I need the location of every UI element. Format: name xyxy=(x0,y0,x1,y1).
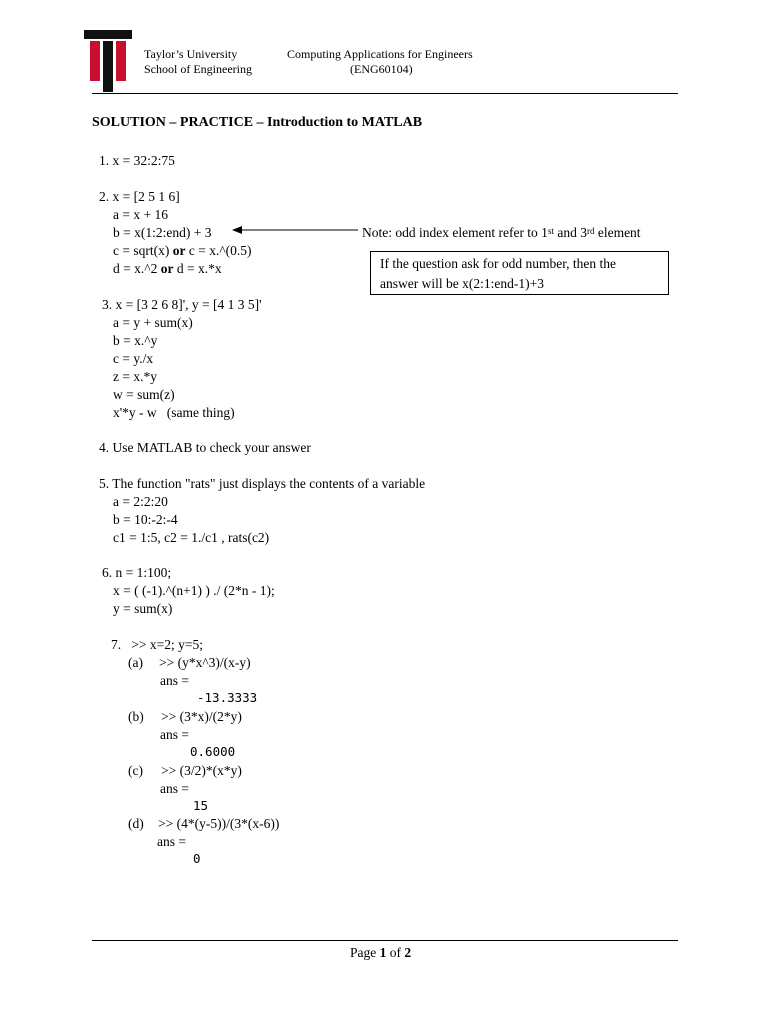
arrow-left-icon xyxy=(232,224,358,236)
q3-line-2: a = y + sum(x) xyxy=(113,315,193,330)
q3-line-5: z = x.*y xyxy=(113,369,157,384)
q2-line-4-c: c = x.^(0.5) xyxy=(188,243,252,258)
q6-line-3: y = sum(x) xyxy=(113,601,173,616)
q7b-value: 0.6000 xyxy=(190,744,236,759)
q2-line-3: b = x(1:2:end) + 3 xyxy=(113,225,212,240)
q7c-ans: ans = xyxy=(160,781,189,796)
q7a-value: -13.3333 xyxy=(197,690,258,705)
header-rule xyxy=(92,93,678,94)
q7d-value: 0 xyxy=(193,851,201,866)
q2-line-4 xyxy=(113,242,252,260)
q7a-ans: ans = xyxy=(160,673,189,688)
q2-line-4-a: c = sqrt(x) xyxy=(113,243,170,258)
q1-line: 1. x = 32:2:75 xyxy=(99,153,175,168)
q2-line-5-or: or xyxy=(160,261,174,276)
header-code: (ENG60104) xyxy=(350,62,413,76)
q5-line-3: b = 10:-2:-4 xyxy=(113,512,178,527)
q6-line-1: 6. n = 1:100; xyxy=(102,565,172,580)
header-course: Computing Applications for Engineers xyxy=(287,47,473,61)
q2-line-4-or: or xyxy=(172,243,186,258)
note-text: Note: odd index element refer to 1st and 3rd element xyxy=(362,225,641,240)
q7a-expr: >> (y*x^3)/(x-y) xyxy=(159,655,251,670)
header-university: Taylor’s University xyxy=(144,47,238,61)
q7b-expr: >> (3*x)/(2*y) xyxy=(161,709,242,724)
note-box-line-2: answer will be x(2:1:end-1)+3 xyxy=(380,276,544,291)
q3-line-7: x'*y - w (same thing) xyxy=(113,405,235,420)
q2-line-5 xyxy=(113,260,222,278)
q4-line: 4. Use MATLAB to check your answer xyxy=(99,440,311,455)
q5-line-4: c1 = 1:5, c2 = 1./c1 , rats(c2) xyxy=(113,530,270,545)
q7b-label: (b) xyxy=(128,709,144,724)
q6-line-2: x = ( (-1).^(n+1) ) ./ (2*n - 1); xyxy=(113,583,275,598)
page-number: Page 1 of 2 xyxy=(350,945,412,960)
q3-line-1: 3. x = [3 2 6 8]', y = [4 1 3 5]' xyxy=(102,297,262,312)
q7c-value: 15 xyxy=(193,798,209,813)
q5-line-1: 5. The function "rats" just displays the contents of a variable xyxy=(99,476,426,491)
q2-line-2: a = x + 16 xyxy=(113,207,168,222)
note-box-line-1: If the question ask for odd number, then the xyxy=(380,256,617,271)
note-box xyxy=(370,251,669,295)
q2-line-5-a: d = x.^2 xyxy=(113,261,158,276)
q7b-ans: ans = xyxy=(160,727,189,742)
q3-line-4: c = y./x xyxy=(113,351,154,366)
header-school: School of Engineering xyxy=(144,62,252,76)
q7-head: 7. >> x=2; y=5; xyxy=(111,637,203,652)
footer-rule xyxy=(92,940,678,941)
q2-line-5-c: d = x.*x xyxy=(176,261,222,276)
q7d-expr: >> (4*(y-5))/(3*(x-6)) xyxy=(158,816,280,831)
q5-line-2: a = 2:2:20 xyxy=(113,494,168,509)
page-title: SOLUTION – PRACTICE – Introduction to MATLAB xyxy=(92,115,423,130)
q7a-label: (a) xyxy=(128,655,143,670)
q2-line-1: 2. x = [2 5 1 6] xyxy=(99,189,180,204)
q7c-expr: >> (3/2)*(x*y) xyxy=(161,763,242,778)
q7d-label: (d) xyxy=(128,816,144,831)
q7c-label: (c) xyxy=(128,763,143,778)
q3-line-3: b = x.^y xyxy=(113,333,158,348)
q7d-ans: ans = xyxy=(157,834,186,849)
taylors-logo xyxy=(84,30,132,92)
q3-line-6: w = sum(z) xyxy=(113,387,175,402)
